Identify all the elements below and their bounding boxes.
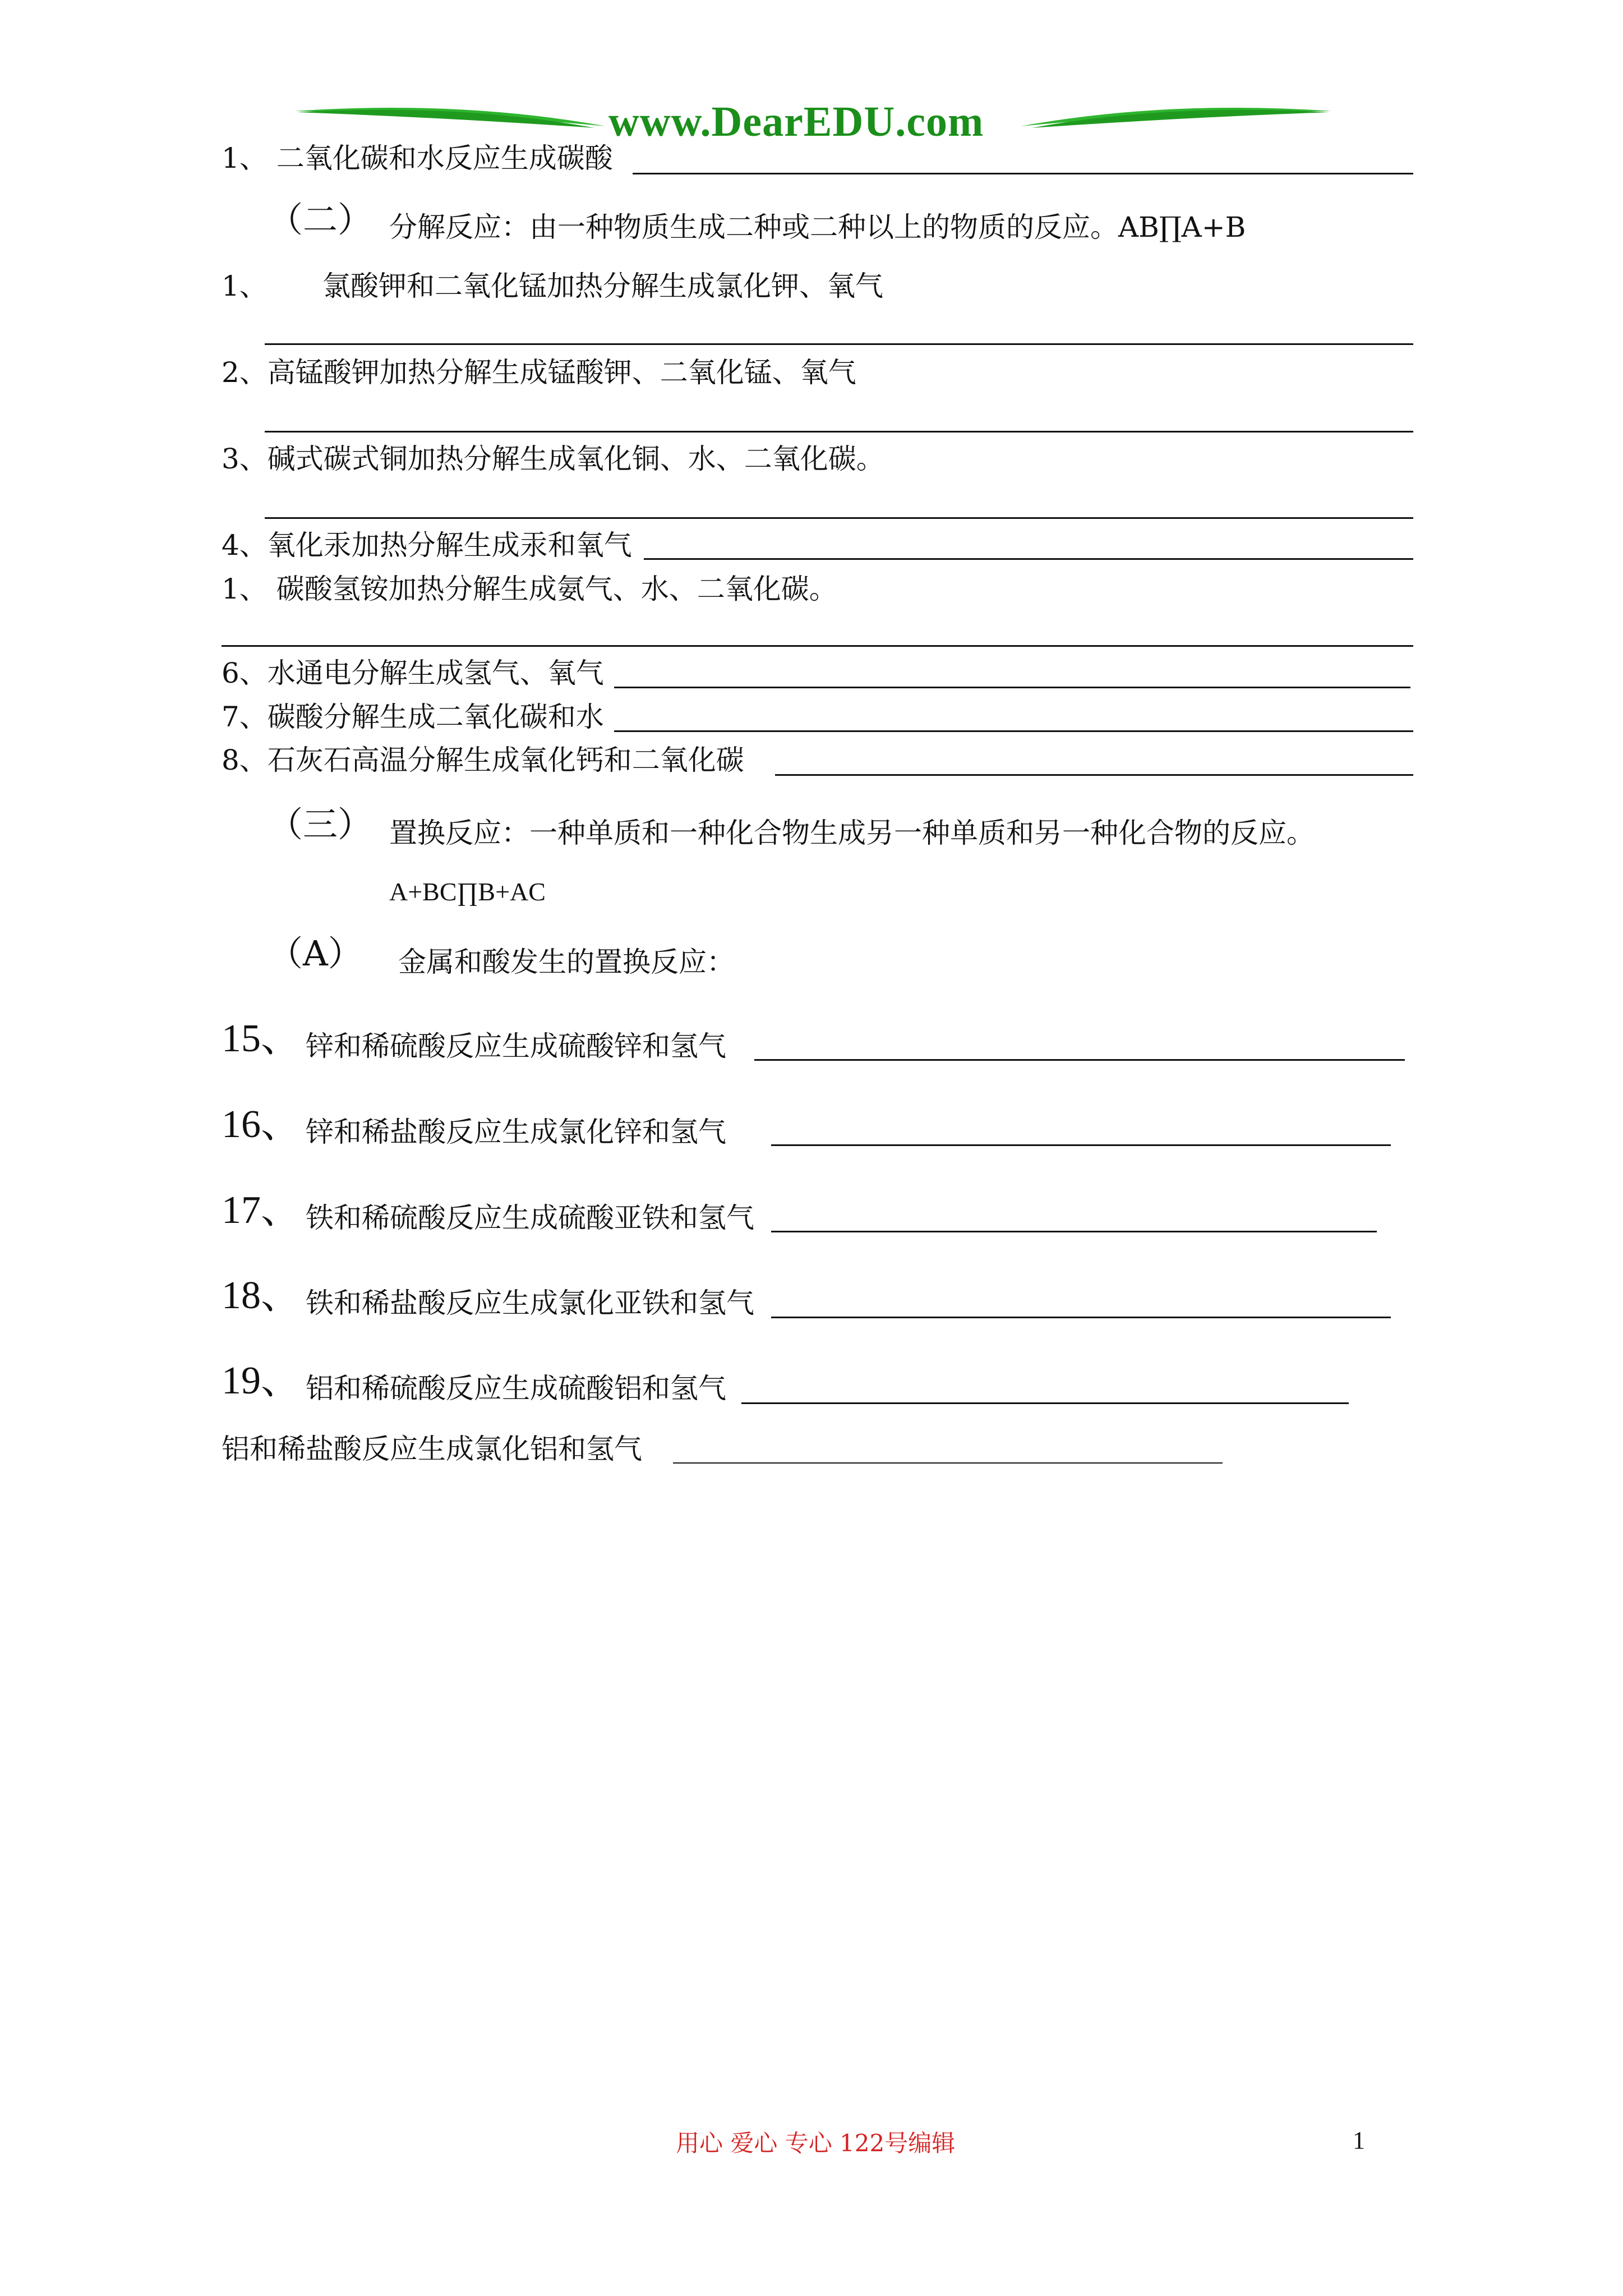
answer-blank[interactable]	[754, 1059, 1405, 1061]
subsection-heading-number: （A）	[268, 933, 363, 974]
page-number: 1	[1353, 2127, 1365, 2154]
reaction-formula: A+BC∏B+AC	[389, 877, 546, 906]
answer-blank[interactable]	[771, 1317, 1391, 1318]
answer-blank[interactable]	[673, 1462, 1223, 1464]
answer-blank[interactable]	[775, 774, 1413, 776]
answer-blank[interactable]	[644, 558, 1413, 560]
reaction-item: 1、 碳酸氢铵加热分解生成氨气、水、二氧化碳。	[222, 573, 837, 605]
reaction-item: 8、石灰石高温分解生成氧化钙和二氧化碳	[222, 744, 744, 776]
reaction-item: 2、高锰酸钾加热分解生成锰酸钾、二氧化锰、氧气	[222, 356, 856, 389]
section-heading-number: （三）	[268, 804, 373, 845]
reaction-item-number: 1、	[222, 270, 268, 302]
answer-blank[interactable]	[265, 431, 1413, 432]
section-heading: 分解反应：由一种物质生成二种或二种以上的物质的反应。AB∏A+B	[389, 211, 1246, 243]
reaction-item: 锌和稀盐酸反应生成氯化锌和氢气	[306, 1116, 726, 1148]
subsection-heading: 金属和酸发生的置换反应：	[398, 946, 735, 978]
reaction-item: 铁和稀盐酸反应生成氯化亚铁和氢气	[306, 1287, 754, 1319]
reaction-item: 3、碱式碳式铜加热分解生成氧化铜、水、二氧化碳。	[222, 443, 884, 475]
reaction-item: 7、碳酸分解生成二氧化碳和水	[222, 701, 604, 733]
reaction-item-number: 16、	[222, 1103, 300, 1146]
reaction-item: 4、氧化汞加热分解生成汞和氧气	[222, 529, 632, 562]
reaction-item: 6、水通电分解生成氢气、氧气	[222, 657, 604, 689]
section-heading: 置换反应：一种单质和一种化合物生成另一种单质和另一种化合物的反应。	[389, 817, 1315, 849]
reaction-item-number: 18、	[222, 1274, 300, 1317]
reaction-item-number: 17、	[222, 1189, 300, 1232]
answer-blank[interactable]	[222, 645, 1413, 647]
reaction-item: 铝和稀盐酸反应生成氯化铝和氢气	[222, 1433, 642, 1465]
answer-blank[interactable]	[741, 1402, 1349, 1404]
reaction-item: 铁和稀硫酸反应生成硫酸亚铁和氢气	[306, 1202, 754, 1234]
logo-text: www.DearEDU.com	[608, 98, 984, 145]
answer-blank[interactable]	[771, 1144, 1391, 1146]
answer-blank[interactable]	[614, 687, 1410, 688]
section-heading-number: （二）	[268, 199, 373, 240]
answer-blank[interactable]	[771, 1231, 1377, 1232]
answer-blank[interactable]	[614, 730, 1413, 732]
answer-blank[interactable]	[265, 343, 1413, 345]
reaction-item-number: 15、	[222, 1017, 300, 1060]
reaction-item: 锌和稀硫酸反应生成硫酸锌和氢气	[306, 1030, 726, 1062]
reaction-item-number: 19、	[222, 1359, 300, 1402]
answer-blank[interactable]	[265, 517, 1413, 519]
reaction-item: 1、 二氧化碳和水反应生成碳酸	[222, 142, 613, 174]
reaction-item: 铝和稀硫酸反应生成硫酸铝和氢气	[306, 1372, 726, 1405]
reaction-item: 氯酸钾和二氧化锰加热分解生成氯化钾、氧气	[322, 270, 883, 302]
footer-text: 用心 爱心 专心 122号编辑	[676, 2129, 956, 2157]
answer-blank[interactable]	[633, 173, 1413, 174]
